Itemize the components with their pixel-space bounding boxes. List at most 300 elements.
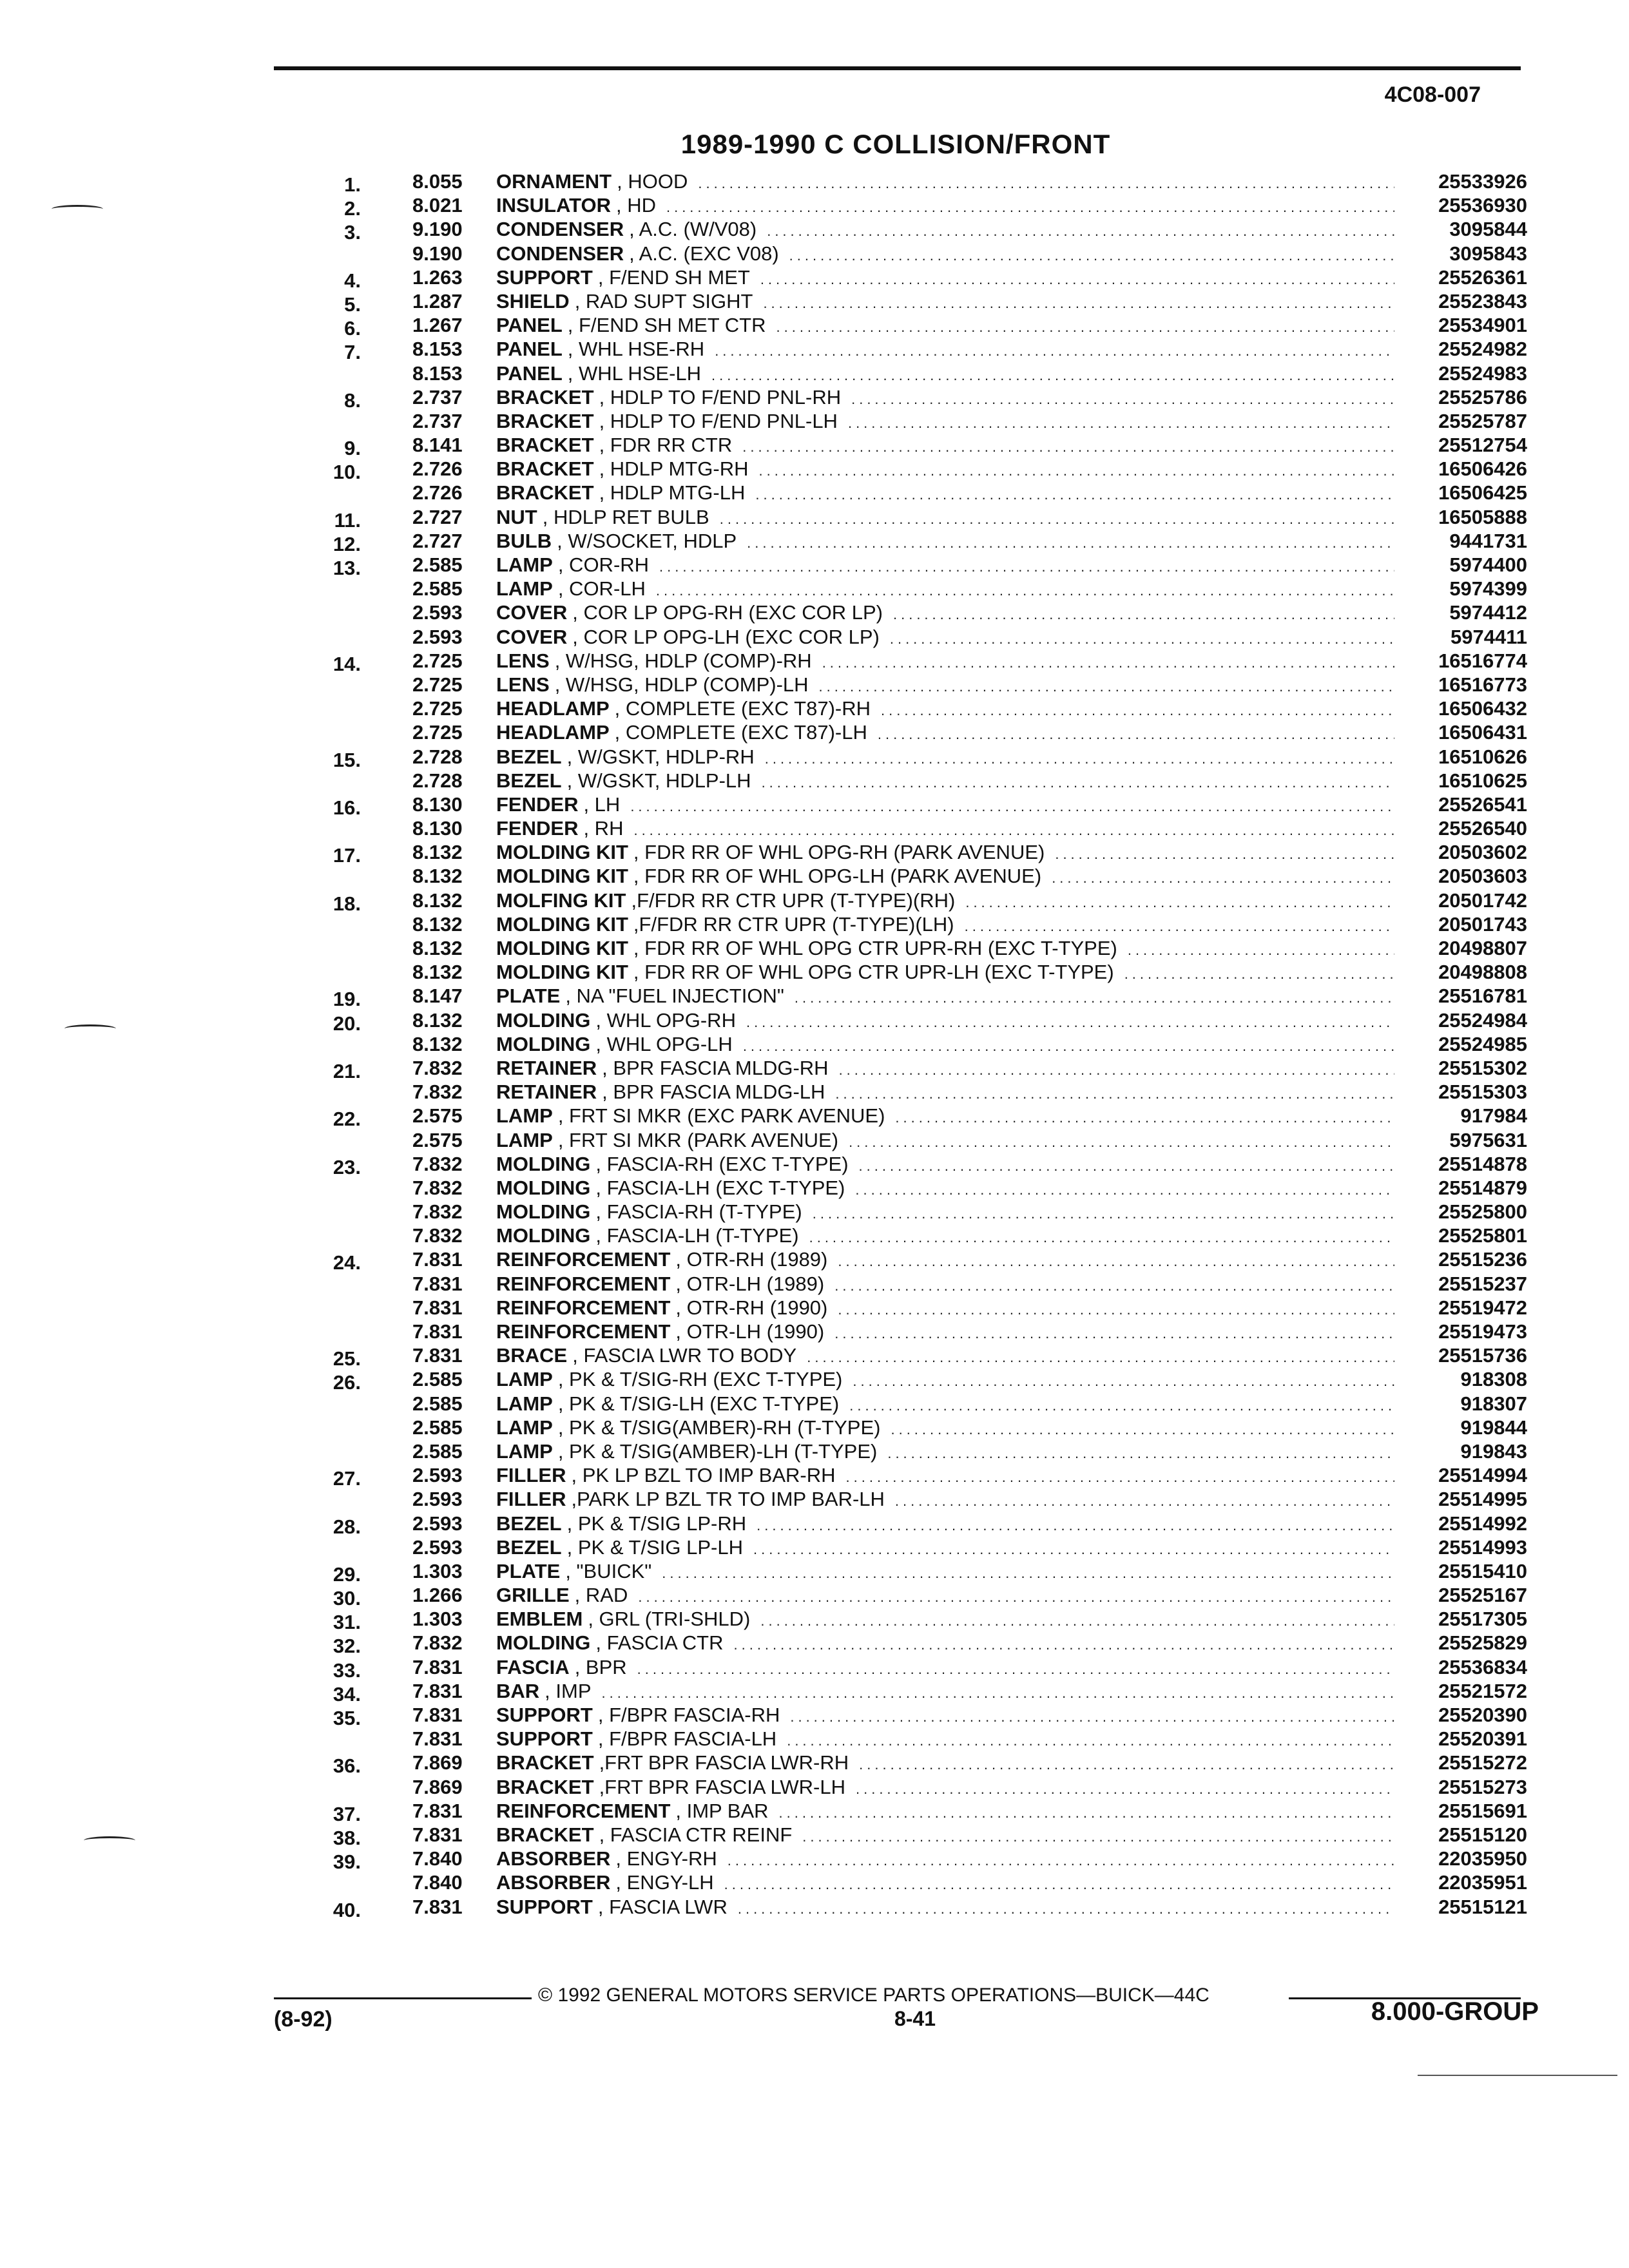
group-number: 2.737: [412, 409, 463, 432]
part-number: 3095844: [1449, 218, 1527, 241]
part-description: [496, 1008, 1527, 1034]
part-row: [322, 1607, 1527, 1634]
group-number: 7.831: [412, 1895, 463, 1918]
part-description: [496, 1631, 1527, 1657]
group-number: 8.132: [412, 961, 463, 984]
part-number: 20501743: [1438, 912, 1527, 936]
part-description: [496, 1895, 1527, 1921]
part-detail: , OTR-LH (1989): [675, 1272, 825, 1295]
part-number: 25515736: [1438, 1344, 1527, 1367]
group-label: 8.000-GROUP: [1371, 1997, 1539, 2026]
part-name: REINFORCEMENT: [496, 1296, 671, 1319]
item-number: 29.: [333, 1562, 361, 1586]
dot-leader: [666, 195, 1394, 219]
part-number: 25512754: [1438, 434, 1527, 457]
part-number: 25525800: [1438, 1200, 1527, 1224]
dot-leader: [637, 1657, 1394, 1681]
part-detail: , IMP: [545, 1679, 592, 1702]
part-row: [322, 1272, 1527, 1296]
dot-leader: [767, 219, 1394, 243]
dot-leader: [724, 1872, 1394, 1896]
part-row: [322, 745, 1527, 769]
part-description: [496, 1128, 1527, 1154]
part-row: [322, 385, 1527, 412]
margin-mark: [84, 1836, 135, 1845]
part-name: LAMP: [496, 553, 553, 576]
part-detail: , FASCIA-RH (EXC T-TYPE): [595, 1152, 849, 1175]
part-detail: , RAD: [574, 1584, 628, 1607]
part-description: [496, 553, 1527, 579]
part-detail: , COMPLETE (EXC T87)-LH: [614, 721, 867, 744]
group-number: 7.832: [412, 1081, 463, 1104]
part-detail: , IMP BAR: [675, 1799, 769, 1822]
part-number: 16510626: [1438, 745, 1527, 768]
part-row: [322, 1343, 1527, 1370]
part-number: 16516773: [1438, 673, 1527, 696]
group-number: 8.132: [412, 865, 463, 888]
part-number: 25536834: [1438, 1655, 1527, 1678]
part-row: [322, 1392, 1527, 1416]
part-description: [496, 457, 1527, 483]
part-description: [496, 649, 1527, 675]
group-number: 8.055: [412, 170, 463, 193]
part-number: 25514879: [1438, 1176, 1527, 1199]
item-number: 24.: [333, 1251, 361, 1274]
part-number: 3095843: [1449, 242, 1527, 265]
part-row: [322, 1439, 1527, 1463]
part-detail: , W/GSKT, HDLP-RH: [566, 745, 755, 768]
dot-leader: [630, 794, 1394, 818]
part-number: 25516781: [1438, 985, 1527, 1008]
group-number: 1.303: [412, 1559, 463, 1582]
part-name: BRACKET: [496, 385, 594, 408]
part-description: [496, 361, 1527, 387]
part-number: 25519472: [1438, 1296, 1527, 1319]
part-description: [496, 1775, 1527, 1801]
item-number: 1.: [344, 173, 361, 196]
group-number: 7.832: [412, 1176, 463, 1199]
group-number: 2.585: [412, 1439, 463, 1463]
part-number: 16510625: [1438, 769, 1527, 792]
part-name: MOLDING: [496, 1032, 591, 1055]
part-name: MOLDING: [496, 1200, 591, 1224]
part-name: PANEL: [496, 361, 563, 385]
part-number: 25536930: [1438, 194, 1527, 217]
part-description: [496, 1583, 1527, 1609]
group-number: 2.593: [412, 1488, 463, 1511]
part-row: [322, 1152, 1527, 1176]
part-description: [496, 1296, 1527, 1321]
dot-leader: [765, 747, 1394, 771]
part-description: [496, 1056, 1527, 1082]
item-number: 7.: [344, 341, 361, 364]
part-detail: , PK & T/SIG-LH (EXC T-TYPE): [557, 1392, 840, 1415]
group-number: 2.593: [412, 601, 463, 624]
part-row: [322, 840, 1527, 867]
part-name: NUT: [496, 505, 537, 528]
group-number: 8.132: [412, 889, 463, 912]
part-name: REINFORCEMENT: [496, 1272, 671, 1295]
item-number: 28.: [333, 1515, 361, 1538]
group-number: 7.831: [412, 1679, 463, 1702]
item-number: 27.: [333, 1467, 361, 1490]
part-detail: , FASCIA CTR: [595, 1631, 724, 1655]
page-title: 1989-1990 C COLLISION/FRONT: [680, 129, 1111, 159]
header-rule: [274, 66, 1521, 70]
part-name: ABSORBER: [496, 1871, 611, 1894]
group-number: 7.831: [412, 1799, 463, 1822]
part-detail: , W/SOCKET, HDLP: [557, 529, 737, 552]
part-description: [496, 385, 1527, 411]
part-detail: , GRL (TRI-SHLD): [588, 1608, 751, 1631]
part-number: 25524984: [1438, 1008, 1527, 1032]
part-detail: , HOOD: [617, 170, 688, 193]
dot-leader: [659, 555, 1394, 579]
part-row: [322, 242, 1527, 265]
part-number: 16505888: [1438, 505, 1527, 528]
part-row: [322, 1727, 1527, 1751]
part-name: BRACKET: [496, 1775, 594, 1798]
part-row: [322, 1512, 1527, 1538]
group-number: 8.147: [412, 985, 463, 1008]
group-number: 2.726: [412, 481, 463, 505]
item-number: 39.: [333, 1850, 361, 1874]
part-description: [496, 1176, 1527, 1202]
part-name: RETAINER: [496, 1056, 597, 1079]
dot-leader: [890, 627, 1394, 651]
dot-leader: [742, 435, 1394, 459]
part-detail: ,F/FDR RR CTR UPR (T-TYPE)(LH): [633, 912, 954, 936]
dot-leader: [802, 1825, 1394, 1849]
part-detail: ,PARK LP BZL TR TO IMP BAR-LH: [571, 1488, 885, 1511]
dot-leader: [795, 986, 1394, 1010]
item-number: 26.: [333, 1371, 361, 1394]
part-description: [496, 840, 1527, 866]
part-detail: , HDLP MTG-RH: [599, 457, 749, 481]
part-number: 9441731: [1449, 529, 1527, 552]
group-number: 7.832: [412, 1631, 463, 1655]
part-number: 25525829: [1438, 1631, 1527, 1655]
group-number: 8.132: [412, 1008, 463, 1032]
part-number: 25514992: [1438, 1512, 1527, 1535]
part-row: [322, 1655, 1527, 1682]
part-description: [496, 169, 1527, 195]
dot-leader: [859, 1154, 1394, 1178]
part-row: [322, 265, 1527, 292]
part-name: LAMP: [496, 577, 553, 601]
part-detail: , ENGY-RH: [615, 1847, 717, 1870]
part-description: [496, 1512, 1527, 1537]
part-description: [496, 409, 1527, 435]
part-detail: , FASCIA-LH (EXC T-TYPE): [595, 1176, 845, 1199]
part-number: 917984: [1460, 1104, 1527, 1128]
part-detail: , FASCIA-RH (T-TYPE): [595, 1200, 802, 1224]
part-name: BRACKET: [496, 409, 594, 432]
part-name: GRILLE: [496, 1584, 570, 1607]
part-number: 25526540: [1438, 817, 1527, 840]
part-number: 25524982: [1438, 338, 1527, 361]
part-detail: , FDR RR OF WHL OPG-RH (PARK AVENUE): [633, 841, 1045, 864]
part-name: BEZEL: [496, 1535, 562, 1559]
dot-leader: [602, 1681, 1394, 1705]
group-number: 8.130: [412, 793, 463, 816]
group-number: 7.832: [412, 1200, 463, 1224]
group-number: 1.267: [412, 314, 463, 337]
part-detail: , A.C. (W/V08): [629, 218, 757, 241]
part-row: [322, 1751, 1527, 1778]
part-description: [496, 1655, 1527, 1681]
group-number: 1.266: [412, 1584, 463, 1607]
part-number: 25534901: [1438, 314, 1527, 337]
part-number: 25515691: [1438, 1799, 1527, 1822]
part-name: SUPPORT: [496, 1727, 593, 1751]
group-number: 7.831: [412, 1272, 463, 1295]
part-detail: , WHL OPG-LH: [595, 1032, 733, 1055]
group-number: 7.831: [412, 1655, 463, 1678]
part-name: BEZEL: [496, 745, 562, 768]
part-row: [322, 505, 1527, 532]
part-description: [496, 601, 1527, 626]
group-number: 2.593: [412, 625, 463, 648]
part-number: 25523843: [1438, 289, 1527, 312]
part-detail: , PK & T/SIG LP-RH: [566, 1512, 747, 1535]
part-description: [496, 912, 1527, 938]
item-number: 5.: [344, 293, 361, 316]
part-row: [322, 337, 1527, 364]
part-detail: , NA "FUEL INJECTION": [565, 985, 784, 1008]
part-number: 919843: [1460, 1439, 1527, 1463]
part-detail: , FDR RR OF WHL OPG-LH (PARK AVENUE): [633, 865, 1042, 888]
margin-mark: [64, 1024, 116, 1033]
item-number: 11.: [334, 508, 361, 532]
part-name: FENDER: [496, 817, 579, 840]
dot-leader: [838, 1298, 1394, 1321]
dot-leader: [760, 1609, 1394, 1633]
part-description: [496, 1224, 1527, 1249]
part-detail: , FASCIA-LH (T-TYPE): [595, 1224, 799, 1247]
item-number: 9.: [344, 437, 361, 460]
part-detail: , WHL OPG-RH: [595, 1008, 736, 1032]
dot-leader: [838, 1249, 1394, 1273]
part-description: [496, 1200, 1527, 1225]
part-description: [496, 769, 1527, 794]
part-description: [496, 864, 1527, 890]
dot-leader: [738, 1897, 1394, 1921]
group-number: 2.725: [412, 697, 463, 720]
dot-leader: [711, 363, 1394, 387]
part-description: [496, 1247, 1527, 1273]
group-number: 7.831: [412, 1727, 463, 1751]
part-description: [496, 433, 1527, 459]
part-row: [322, 433, 1527, 460]
dot-leader: [895, 1489, 1394, 1513]
part-number: 918308: [1460, 1368, 1527, 1391]
dot-leader: [819, 675, 1394, 698]
part-description: [496, 1032, 1527, 1058]
corner-rule: [1418, 2075, 1617, 2076]
part-detail: , W/GSKT, HDLP-LH: [566, 769, 751, 792]
part-number: 25520390: [1438, 1704, 1527, 1726]
group-number: 2.728: [412, 745, 463, 768]
dot-leader: [743, 1034, 1394, 1058]
part-description: [496, 936, 1527, 962]
group-number: 1.303: [412, 1608, 463, 1631]
part-description: [496, 577, 1527, 602]
part-name: PLATE: [496, 1559, 561, 1582]
part-name: ORNAMENT: [496, 170, 612, 193]
part-detail: , PK & T/SIG(AMBER)-LH (T-TYPE): [557, 1439, 878, 1463]
group-number: 2.727: [412, 529, 463, 552]
part-number: 25514878: [1438, 1152, 1527, 1175]
part-description: [496, 1679, 1527, 1705]
part-number: 5974399: [1449, 577, 1527, 601]
dot-leader: [698, 171, 1394, 195]
part-number: 16506431: [1438, 721, 1527, 744]
part-name: COVER: [496, 625, 568, 648]
part-detail: , HDLP RET BULB: [542, 505, 709, 528]
group-number: 2.593: [412, 1535, 463, 1559]
part-detail: , BPR FASCIA MLDG-RH: [602, 1056, 829, 1079]
part-name: INSULATOR: [496, 194, 611, 217]
part-name: LAMP: [496, 1392, 553, 1415]
part-name: BRACKET: [496, 1751, 594, 1774]
part-description: [496, 1416, 1527, 1441]
part-row: [322, 1367, 1527, 1394]
part-name: LAMP: [496, 1368, 553, 1391]
part-name: MOLDING KIT: [496, 937, 628, 959]
dot-leader: [633, 818, 1394, 842]
part-number: 25525787: [1438, 409, 1527, 432]
group-number: 1.263: [412, 265, 463, 289]
group-number: 2.585: [412, 1416, 463, 1439]
part-number: 22035950: [1438, 1847, 1527, 1870]
dot-leader: [790, 1705, 1394, 1729]
part-row: [322, 1104, 1527, 1131]
item-number: 18.: [333, 892, 361, 915]
dot-leader: [759, 459, 1394, 483]
item-number: 6.: [344, 317, 361, 340]
dot-leader: [881, 698, 1394, 722]
dot-leader: [1055, 842, 1394, 866]
part-row: [322, 1775, 1527, 1799]
part-name: REINFORCEMENT: [496, 1248, 671, 1271]
part-name: FASCIA: [496, 1655, 570, 1678]
part-detail: ,FRT BPR FASCIA LWR-RH: [599, 1751, 849, 1774]
part-name: PANEL: [496, 338, 563, 361]
part-description: [496, 793, 1527, 818]
part-detail: , OTR-RH (1990): [675, 1296, 828, 1319]
group-number: 9.190: [412, 218, 463, 241]
group-number: 7.869: [412, 1751, 463, 1774]
part-name: BRACKET: [496, 1823, 594, 1846]
part-row: [322, 313, 1527, 340]
dot-leader: [746, 1010, 1394, 1034]
part-description: [496, 720, 1527, 746]
part-number: 20503602: [1438, 841, 1527, 864]
part-number: 16506432: [1438, 697, 1527, 720]
group-number: 2.725: [412, 673, 463, 696]
part-detail: , F/BPR FASCIA-RH: [597, 1704, 780, 1726]
part-description: [496, 1847, 1527, 1872]
group-number: 2.726: [412, 457, 463, 481]
part-description: [496, 673, 1527, 698]
part-name: SUPPORT: [496, 265, 593, 289]
group-number: 7.832: [412, 1056, 463, 1079]
part-number: 919844: [1460, 1416, 1527, 1439]
group-number: 8.021: [412, 194, 463, 217]
group-number: 2.593: [412, 1464, 463, 1487]
group-number: 8.141: [412, 434, 463, 457]
part-row: [322, 361, 1527, 385]
part-detail: , FASCIA CTR REINF: [599, 1823, 793, 1846]
dot-leader: [965, 890, 1394, 914]
part-number: 25524983: [1438, 361, 1527, 385]
item-number: 40.: [333, 1898, 361, 1921]
item-number: 37.: [333, 1802, 361, 1825]
part-name: FENDER: [496, 793, 579, 816]
part-detail: , FASCIA LWR: [597, 1895, 728, 1918]
group-number: 2.727: [412, 505, 463, 528]
group-number: 2.725: [412, 649, 463, 672]
part-detail: , F/END SH MET CTR: [567, 314, 766, 337]
part-detail: , LH: [583, 793, 621, 816]
group-number: 7.831: [412, 1704, 463, 1726]
part-description: [496, 1343, 1527, 1369]
dot-leader: [763, 291, 1394, 315]
group-number: 2.728: [412, 769, 463, 792]
part-number: 16516774: [1438, 649, 1527, 672]
part-number: 25514993: [1438, 1535, 1527, 1559]
part-row: [322, 649, 1527, 673]
dot-leader: [807, 1345, 1394, 1369]
part-number: 5974400: [1449, 553, 1527, 576]
part-number: 20503603: [1438, 865, 1527, 888]
dot-leader: [813, 1202, 1394, 1225]
part-detail: , FASCIA LWR TO BODY: [572, 1344, 797, 1367]
part-number: 25519473: [1438, 1320, 1527, 1343]
dot-leader: [856, 1777, 1394, 1801]
group-number: 7.831: [412, 1296, 463, 1319]
dot-leader: [787, 1729, 1394, 1753]
part-row: [322, 1463, 1527, 1490]
item-number: 12.: [333, 532, 361, 555]
part-name: MOLDING: [496, 1224, 591, 1247]
margin-mark: [52, 205, 103, 213]
part-detail: , BPR FASCIA MLDG-LH: [602, 1081, 825, 1104]
item-number: 32.: [333, 1635, 361, 1658]
part-name: SUPPORT: [496, 1704, 593, 1726]
group-number: 7.831: [412, 1344, 463, 1367]
group-number: 2.575: [412, 1128, 463, 1151]
part-name: LAMP: [496, 1439, 553, 1463]
part-row: [322, 1823, 1527, 1847]
group-number: 9.190: [412, 242, 463, 265]
group-number: 2.585: [412, 1392, 463, 1415]
part-description: [496, 1392, 1527, 1418]
part-number: 16506426: [1438, 457, 1527, 481]
part-row: [322, 1847, 1527, 1874]
part-row: [322, 889, 1527, 915]
part-detail: ,F/FDR RR CTR UPR (T-TYPE)(RH): [631, 889, 956, 912]
group-number: 7.840: [412, 1871, 463, 1894]
item-number: 31.: [333, 1611, 361, 1634]
item-number: 3.: [344, 221, 361, 244]
part-row: [322, 553, 1527, 577]
part-row: [322, 217, 1527, 244]
part-name: MOLDING KIT: [496, 841, 628, 864]
group-number: 1.287: [412, 289, 463, 312]
part-description: [496, 697, 1527, 722]
